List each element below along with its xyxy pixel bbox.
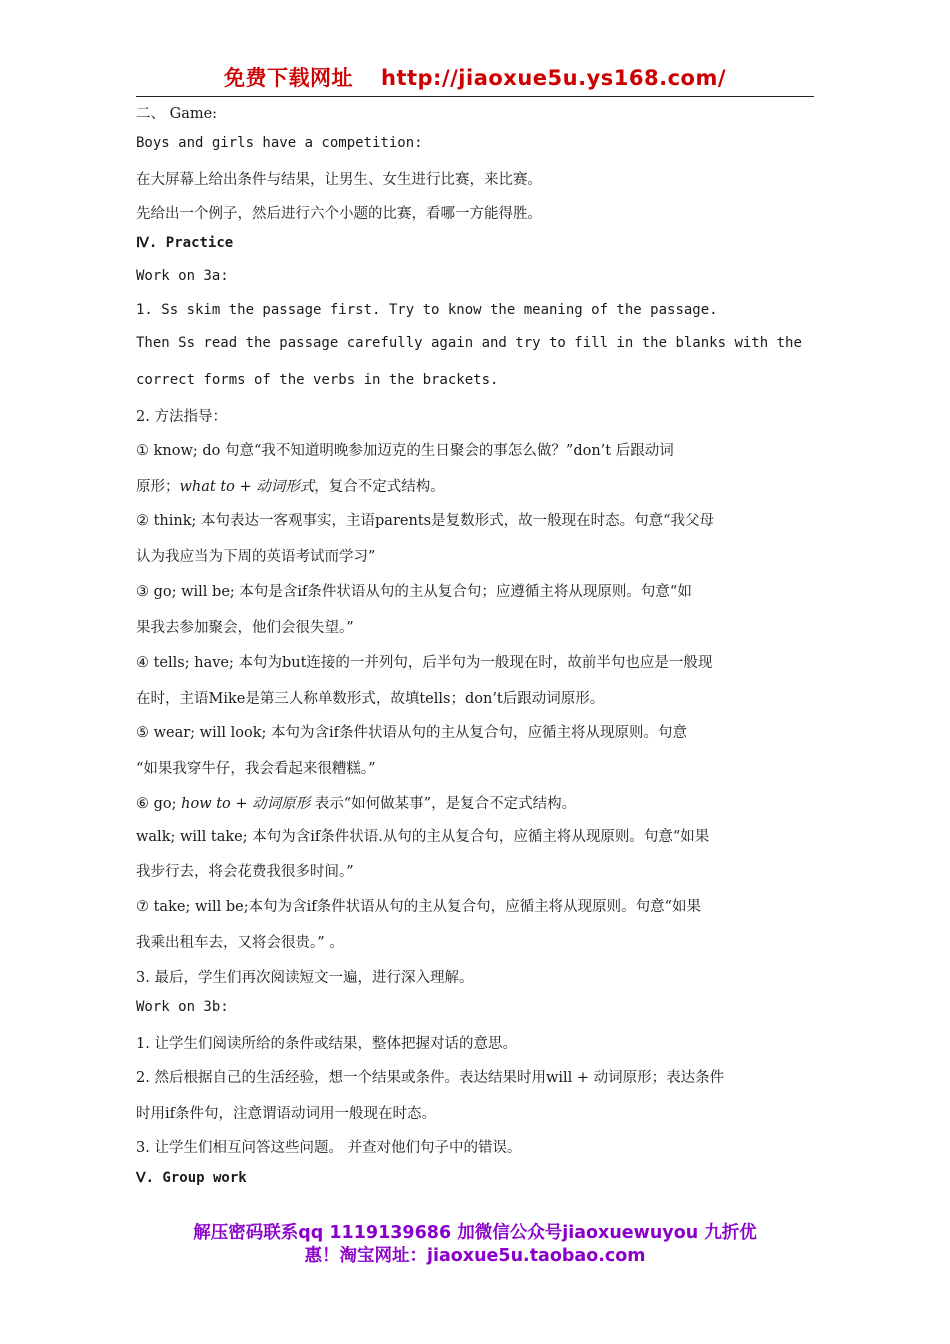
text-line: 果我去参加聚会，他们会很失望。” <box>136 620 354 636</box>
text-segment: 原形； <box>136 479 180 495</box>
text-line: Then Ss read the passage carefully again and try to fill in the blanks with the <box>136 335 802 351</box>
section-practice-heading: Ⅳ. Practice <box>136 235 234 251</box>
section-game-heading: 二、 Game: <box>136 106 218 122</box>
text-line <box>136 475 445 496</box>
text-line: 1. 让学生们阅读所给的条件或结果，整体把握对话的意思。 <box>136 1036 517 1052</box>
text-line: correct forms of the verbs in the brackets. <box>136 372 499 388</box>
text-line: ① know; do 句意“我不知道明晚参加迈克的生日聚会的事怎么做？”don’t 后跟动词 <box>136 443 674 459</box>
text-segment: ，复合不定式结构。 <box>314 479 445 495</box>
header-url[interactable]: http://jiaoxue5u.ys168.com/ <box>381 66 726 90</box>
header-site-label: 免费下载网址 <box>224 66 353 90</box>
text-line: ③ go; will be; 本句是含if条件状语从句的主从复合句；应遵循主将从现原则。句意“如 <box>136 584 692 600</box>
text-line: ② think; 本句表达一客观事实，主语parents是复数形式，故一般现在时态。句意“我父母 <box>136 513 714 529</box>
text-line: 3. 让学生们相互问答这些问题。 并查对他们句子中的错误。 <box>136 1140 522 1156</box>
text-line: 时用if条件句，注意谓语动词用一般现在时态。 <box>136 1106 437 1122</box>
text-segment: ⑥ go; <box>136 796 182 812</box>
text-line: Work on 3b: <box>136 999 229 1015</box>
text-line: 认为我应当为下周的英语考试而学习” <box>136 549 376 565</box>
text-line: Boys and girls have a competition: <box>136 135 423 151</box>
text-line: 2. 方法指导： <box>136 409 227 425</box>
text-line: walk; will take; 本句为含if条件状语.从句的主从复合句，应循主将从现原则。句意“如果 <box>136 829 710 845</box>
text-line: 3. 最后，学生们再次阅读短文一遍，进行深入理解。 <box>136 970 474 986</box>
text-line: 2. 然后根据自己的生活经验，想一个结果或条件。表达结果时用will + 动词原形；表达条件 <box>136 1070 725 1086</box>
footer-line-2: 惠！淘宝网址：jiaoxue5u.taobao.com <box>304 1246 646 1266</box>
text-line: 在时，主语Mike是第三人称单数形式，故填tells；don’t后跟动词原形。 <box>136 691 605 707</box>
text-segment-italic: what to + 动词形式 <box>179 479 315 495</box>
text-line: 在大屏幕上给出条件与结果，让男生、女生进行比赛，来比赛。 <box>136 172 542 188</box>
section-group-work-heading: Ⅴ. Group work <box>136 1170 247 1186</box>
text-segment: 表示“如何做某事”，是复合不定式结构。 <box>310 796 577 812</box>
text-line: 1. Ss skim the passage first. Try to know the meaning of the passage. <box>136 302 718 318</box>
text-segment-italic: how to + 动词原形 <box>181 796 311 812</box>
footer-line-1: 解压密码联系qq 1119139686 加微信公众号jiaoxuewuyou 九折优 <box>193 1223 757 1243</box>
text-line: ⑤ wear; will look; 本句为含if条件状语从句的主从复合句，应循主将从现原则。句意 <box>136 725 687 741</box>
text-line: “如果我穿牛仔，我会看起来很糟糕。” <box>136 761 376 777</box>
page-header <box>136 62 814 97</box>
text-line: 先给出一个例子，然后进行六个小题的比赛，看哪一方能得胜。 <box>136 206 542 222</box>
text-line: 我乘出租车去，又将会很贵。” 。 <box>136 935 344 951</box>
text-line <box>136 792 576 813</box>
text-line: ⑦ take; will be;本句为含if条件状语从句的主从复合句，应循主将从现原则。句意“如果 <box>136 899 702 915</box>
text-line: 我步行去，将会花费我很多时间。” <box>136 864 354 880</box>
text-line: Work on 3a: <box>136 268 229 284</box>
text-line: ④ tells; have; 本句为but连接的一并列句，后半句为一般现在时，故前半句也应是一般现 <box>136 655 713 671</box>
